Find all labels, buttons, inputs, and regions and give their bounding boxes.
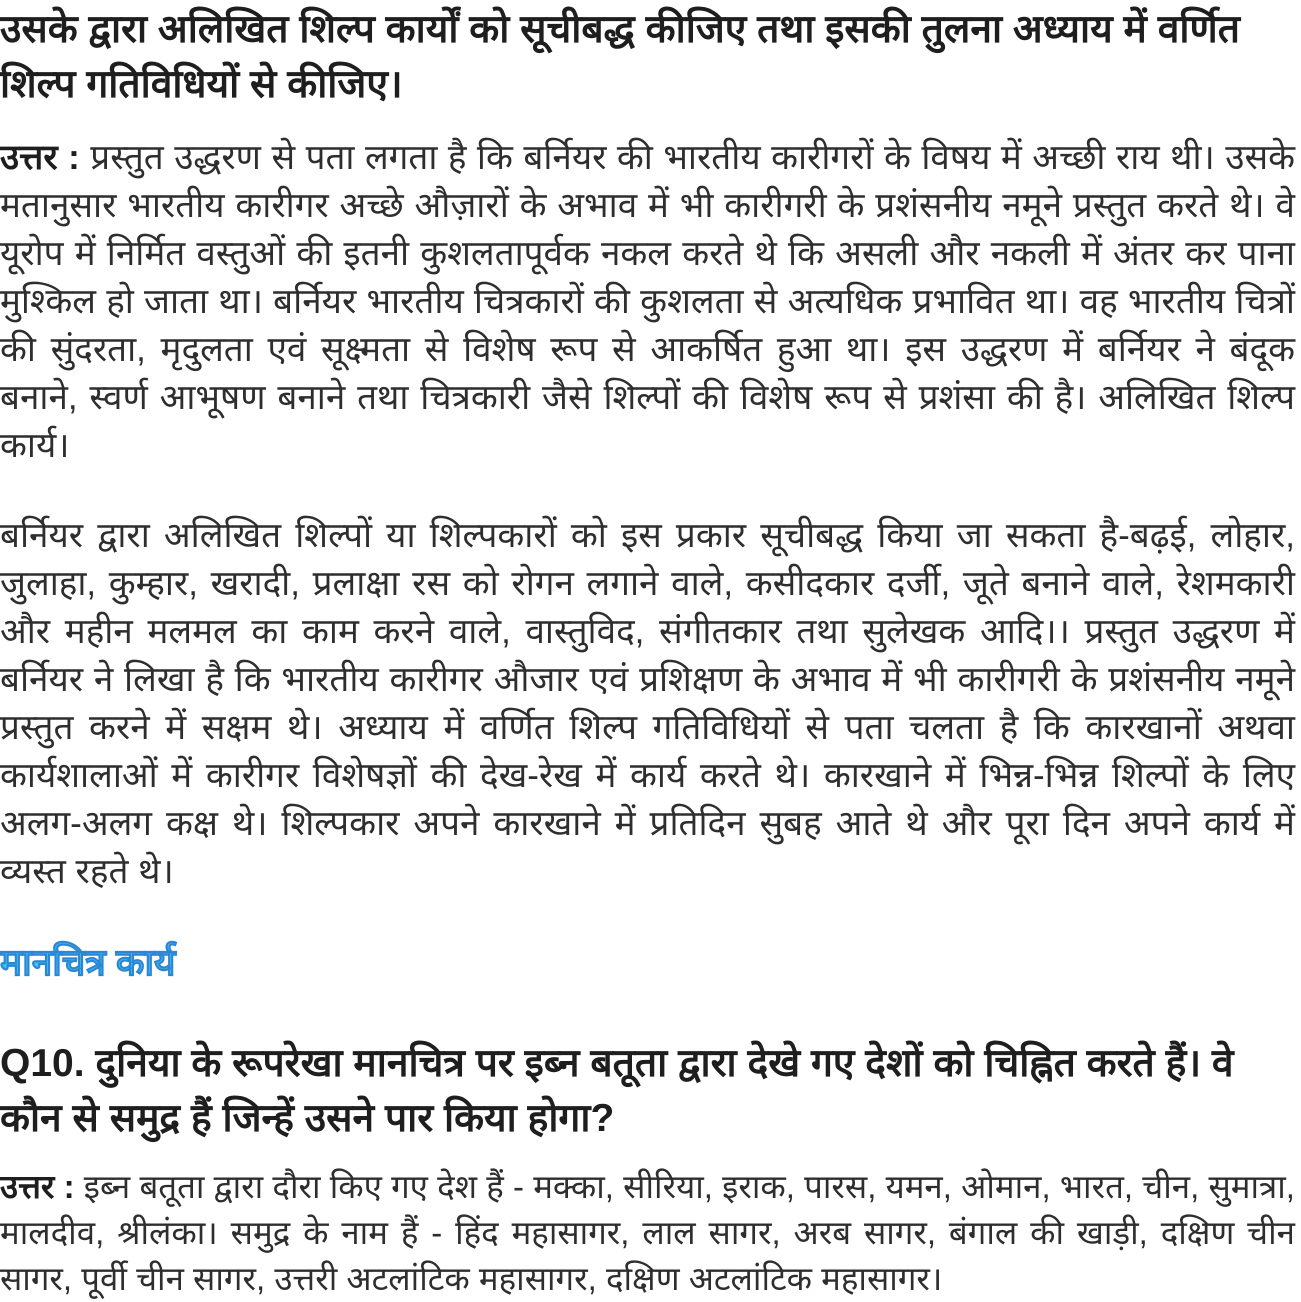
answer-continued-text: बर्नियर द्वारा अलिखित शिल्पों या शिल्पकारों को इस प्रकार सूचीबद्ध किया जा सकता है-बढ़ई, लोहार, जुलाहा, कुम्हार, खरादी, प्रलाक्षा रस को रोगन लगाने वाले, कसीदकार दर्जी, जूते बनाने वाले, रेशमकारी और महीन मलमल का काम करने वाले, वास्तुविद, संगीतकार तथा सुलेखक आदि।। प्रस्तुत उद्धरण में बर्नियर ने लिखा है कि भारतीय कारीगर औजार एवं प्रशिक्षण के अभाव में भी कारीगरी के प्रशंसनीय नमूने प्रस्तुत करने में सक्षम थे। अध्याय में वर्णित शिल्प गतिविधियों से पता चलता है कि कारखानों अथवा कार्यशालाओं में कारीगर विशेषज्ञों की देख-रेख में कार्य करते थे। कारखाने में भिन्न-भिन्न शिल्पों के लिए अलग-अलग कक्ष थे। शिल्पकार अपने कारखाने में प्रतिदिन सुबह आते थे और पूरा दिन अपने कार्य में व्यस्त रहते थे।	[0, 516, 1295, 891]
answer-text: प्रस्तुत उद्धरण से पता लगता है कि बर्नियर की भारतीय कारीगरों के विषय में अच्छी राय थी। उसके मतानुसार भारतीय कारीगर अच्छे औज़ारों के अभाव में भी कारीगरी के प्रशंसनीय नमूने प्रस्तुत करते थे। वे यूरोप में निर्मित वस्तुओं की इतनी कुशलतापूर्वक नकल करते थे कि असली और नकली में अंतर कर पाना मुश्किल हो जाता था। बर्नियर भारतीय चित्रकारों की कुशलता से अत्यधिक प्रभावित था। वह भारतीय चित्रों की सुंदरता, मृदुलता एवं सूक्ष्मता से विशेष रूप से आकर्षित हुआ था। इस उद्धरण में बर्नियर ने बंदूक बनाने, स्वर्ण आभूषण बनाने तथा चित्रकारी जैसे शिल्पों की विशेष रूप से प्रशंसा की है। अलिखित शिल्प कार्य।	[0, 138, 1296, 465]
answer-label: उत्तर :	[0, 1168, 75, 1205]
answer-label: उत्तर :	[0, 138, 80, 177]
question-10-heading: Q10. दुनिया के रूपरेखा मानचित्र पर इब्न बतूता द्वारा देखे गए देशों को चिह्नित करते हैं। वे कौन से समुद्र हैं जिन्हें उसने पार किया होगा?	[0, 1042, 1234, 1140]
answer-text: इब्न बतूता द्वारा दौरा किए गए देश हैं - मक्का, सीरिया, इराक, पारस, यमन, ओमान, भारत, चीन, सुमात्रा, मालदीव, श्रीलंका। समुद्र के नाम हैं - हिंद महासागर, लाल सागर, अरब सागर, बंगाल की खाड़ी, दक्षिण चीन सागर, पूर्वी चीन सागर, उत्तरी अटलांटिक महासागर, दक्षिण अटलांटिक महासागर।	[0, 1168, 1295, 1297]
answer-paragraph-1	[0, 134, 1295, 470]
question-heading: उसके द्वारा अलिखित शिल्प कार्यों को सूचीबद्ध कीजिए तथा इसकी तुलना अध्याय में वर्णित शिल्प गतिविधियों से कीजिए।	[0, 8, 1240, 106]
answer-paragraph-2	[0, 512, 1295, 896]
answer-paragraph-3	[0, 1164, 1295, 1302]
section-heading-map-work: मानचित्र कार्य	[0, 942, 176, 983]
